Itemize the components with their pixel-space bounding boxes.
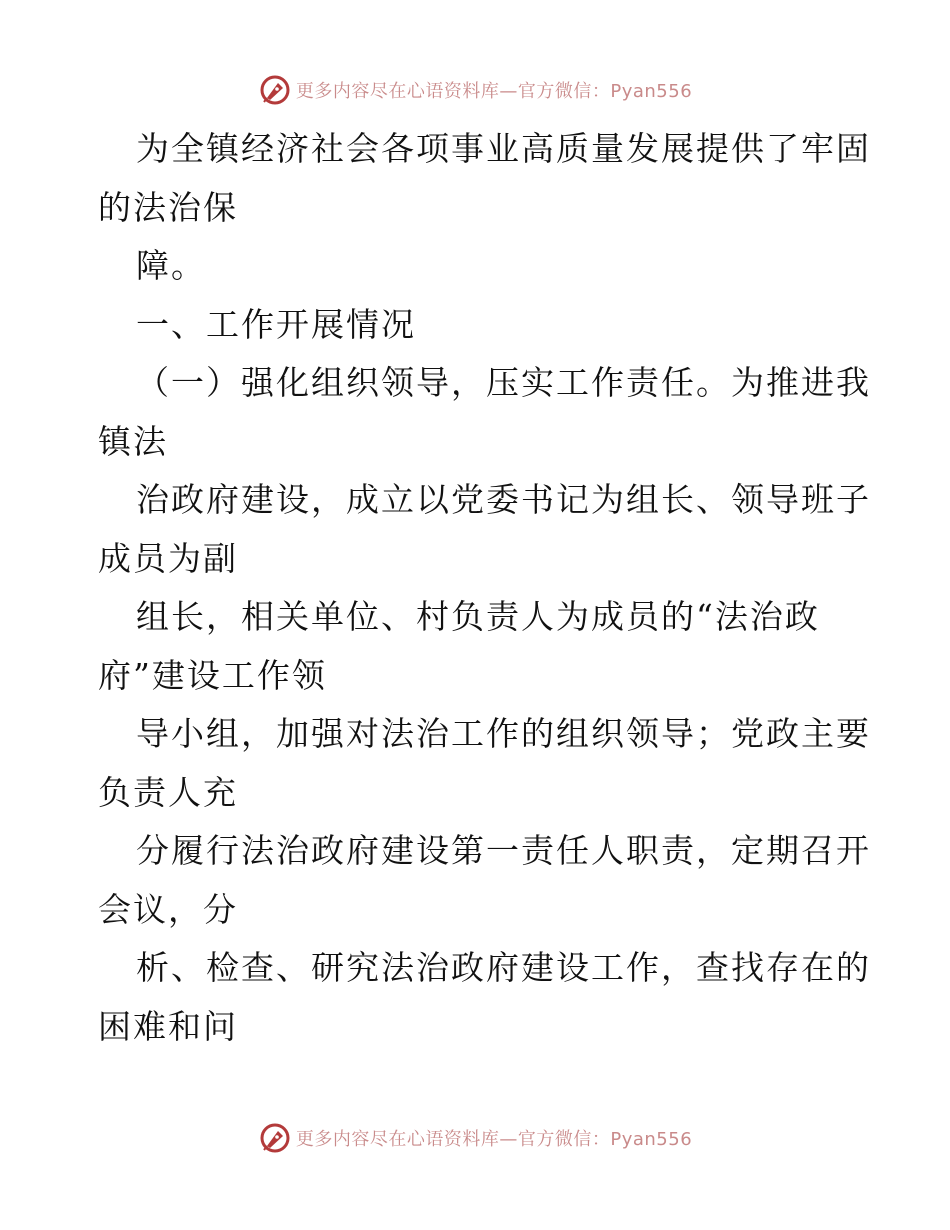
watermark-contact: 官方微信：Pyan556 — [517, 81, 693, 102]
watermark-text — [296, 77, 692, 103]
watermark-text — [296, 1125, 692, 1151]
text-line: （一）强化组织领导，压实工作责任。为推进我 — [136, 363, 871, 402]
section-heading: 一、工作开展情况 — [136, 304, 416, 344]
pen-nib-circle-icon — [258, 73, 292, 107]
text-line: 成员为副 — [98, 538, 238, 578]
text-line: 析、检查、研究法治政府建设工作，查找存在的 — [136, 948, 871, 987]
watermark-main: 更多内容尽在心语资料库 — [295, 81, 500, 102]
text-line: 府”建设工作领 — [98, 655, 327, 695]
footer-watermark — [0, 1118, 950, 1158]
text-line: 导小组，加强对法治工作的组织领导；党政主要 — [136, 714, 871, 753]
text-line: 负责人充 — [98, 772, 238, 812]
text-line: 会议，分 — [98, 889, 238, 929]
pen-nib-circle-icon — [258, 1121, 292, 1155]
text-line: 镇法 — [98, 421, 168, 461]
watermark-dash: — — [499, 1129, 518, 1150]
watermark-main: 更多内容尽在心语资料库 — [295, 1129, 500, 1150]
text-line: 障。 — [136, 246, 206, 285]
document-body — [98, 120, 871, 1056]
text-line: 的法治保 — [98, 187, 238, 227]
text-line: 为全镇经济社会各项事业高质量发展提供了牢固 — [136, 129, 871, 168]
header-watermark — [0, 70, 950, 110]
watermark-dash: — — [499, 81, 518, 102]
text-line: 分履行法治政府建设第一责任人职责，定期召开 — [136, 831, 871, 870]
text-line: 治政府建设，成立以党委书记为组长、领导班子 — [136, 480, 871, 519]
watermark-contact: 官方微信：Pyan556 — [517, 1129, 693, 1150]
text-line: 组长，相关单位、村负责人为成员的“法治政 — [136, 597, 820, 636]
text-line: 困难和问 — [98, 1006, 238, 1046]
